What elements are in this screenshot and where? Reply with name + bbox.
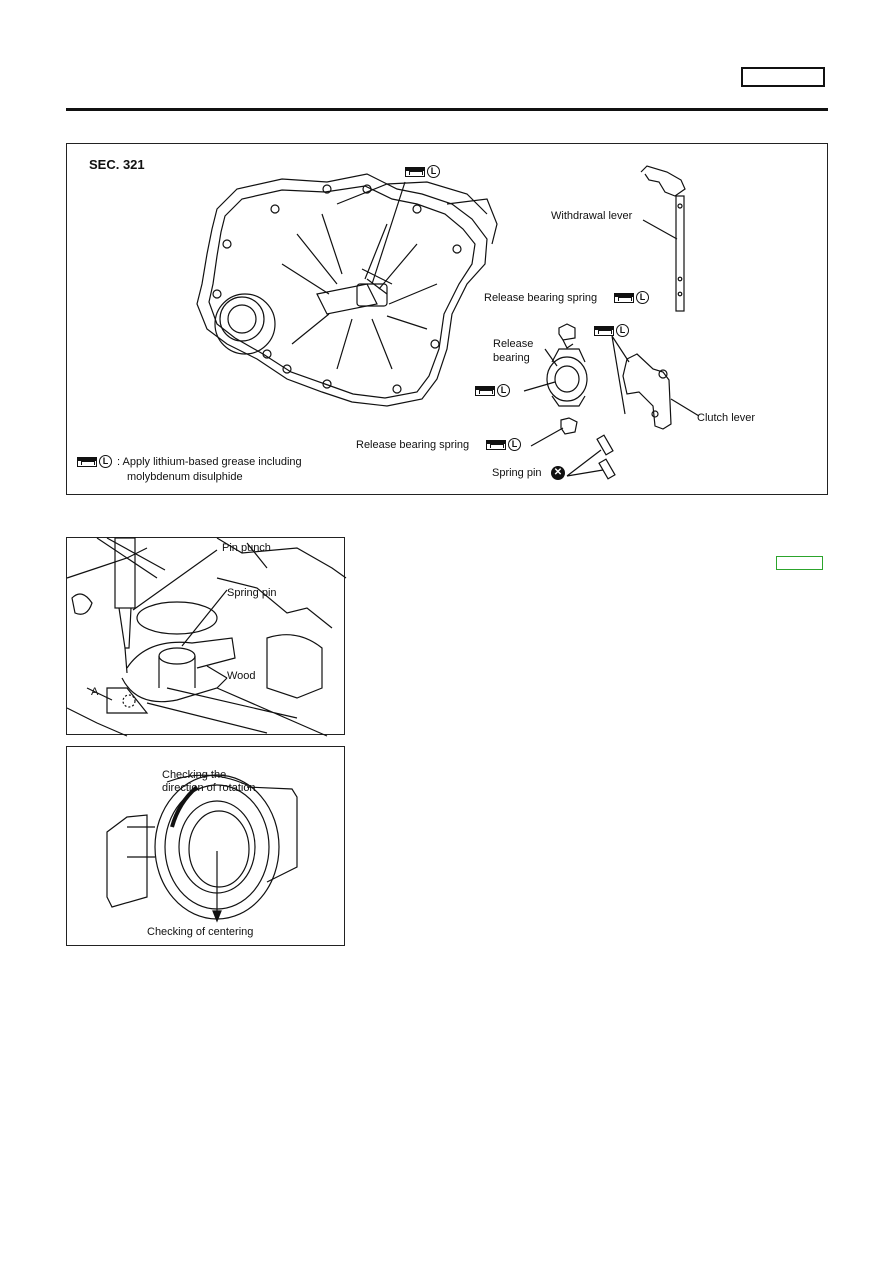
lithium-grease-icon: L bbox=[508, 438, 521, 451]
label-withdrawal-lever: Withdrawal lever bbox=[551, 210, 633, 222]
grease-symbol-clutch-lever bbox=[594, 324, 629, 337]
grease-icon bbox=[486, 440, 506, 450]
grease-icon bbox=[475, 386, 495, 396]
lithium-grease-icon: L bbox=[636, 291, 649, 304]
label-release-bearing-spring-bottom: Release bearing spring bbox=[356, 439, 470, 451]
grease-icon bbox=[77, 457, 97, 467]
legend-line1: : Apply lithium-based grease including bbox=[117, 456, 302, 468]
label-spring-pin-fig2: Spring pin bbox=[227, 587, 277, 599]
label-release-bearing-line2: bearing bbox=[493, 352, 530, 364]
grease-symbol-shaft bbox=[405, 165, 440, 178]
grease-symbol-spring-bottom bbox=[486, 438, 521, 451]
label-rotation-line1: Checking the bbox=[162, 769, 227, 781]
pin-punch-drawing bbox=[67, 538, 346, 736]
replace-icon: ✕ bbox=[551, 466, 565, 480]
grease-icon bbox=[594, 326, 614, 336]
grease-symbol-release-bearing bbox=[475, 384, 510, 397]
legend-grease-symbol bbox=[77, 455, 112, 468]
section-number: SEC. 321 bbox=[89, 157, 145, 172]
label-release-bearing-line1: Release bbox=[493, 338, 534, 350]
grease-icon bbox=[614, 293, 634, 303]
header-rule bbox=[66, 108, 828, 111]
release-bearing-check-figure bbox=[66, 746, 345, 946]
grease-icon bbox=[405, 167, 425, 177]
label-release-bearing-spring-top: Release bearing spring bbox=[484, 292, 598, 304]
lithium-grease-icon: L bbox=[497, 384, 510, 397]
label-spring-pin: Spring pin bbox=[492, 467, 542, 479]
legend-line2: molybdenum disulphide bbox=[127, 471, 243, 483]
label-pin-punch: Pin punch bbox=[222, 542, 271, 554]
spring-pin-removal-figure bbox=[66, 537, 345, 735]
label-a: A bbox=[91, 686, 99, 698]
lithium-grease-icon: L bbox=[427, 165, 440, 178]
label-centering: Checking of centering bbox=[147, 926, 254, 938]
label-clutch-lever: Clutch lever bbox=[697, 412, 756, 424]
lithium-grease-icon: L bbox=[99, 455, 112, 468]
grease-symbol-spring-top bbox=[614, 291, 649, 304]
label-rotation-line2: direction of rotation bbox=[162, 782, 256, 794]
exploded-view-figure bbox=[66, 143, 828, 495]
label-wood: Wood bbox=[227, 670, 256, 682]
header-box bbox=[741, 67, 825, 87]
lithium-grease-icon: L bbox=[616, 324, 629, 337]
reference-link-box[interactable] bbox=[776, 556, 823, 570]
